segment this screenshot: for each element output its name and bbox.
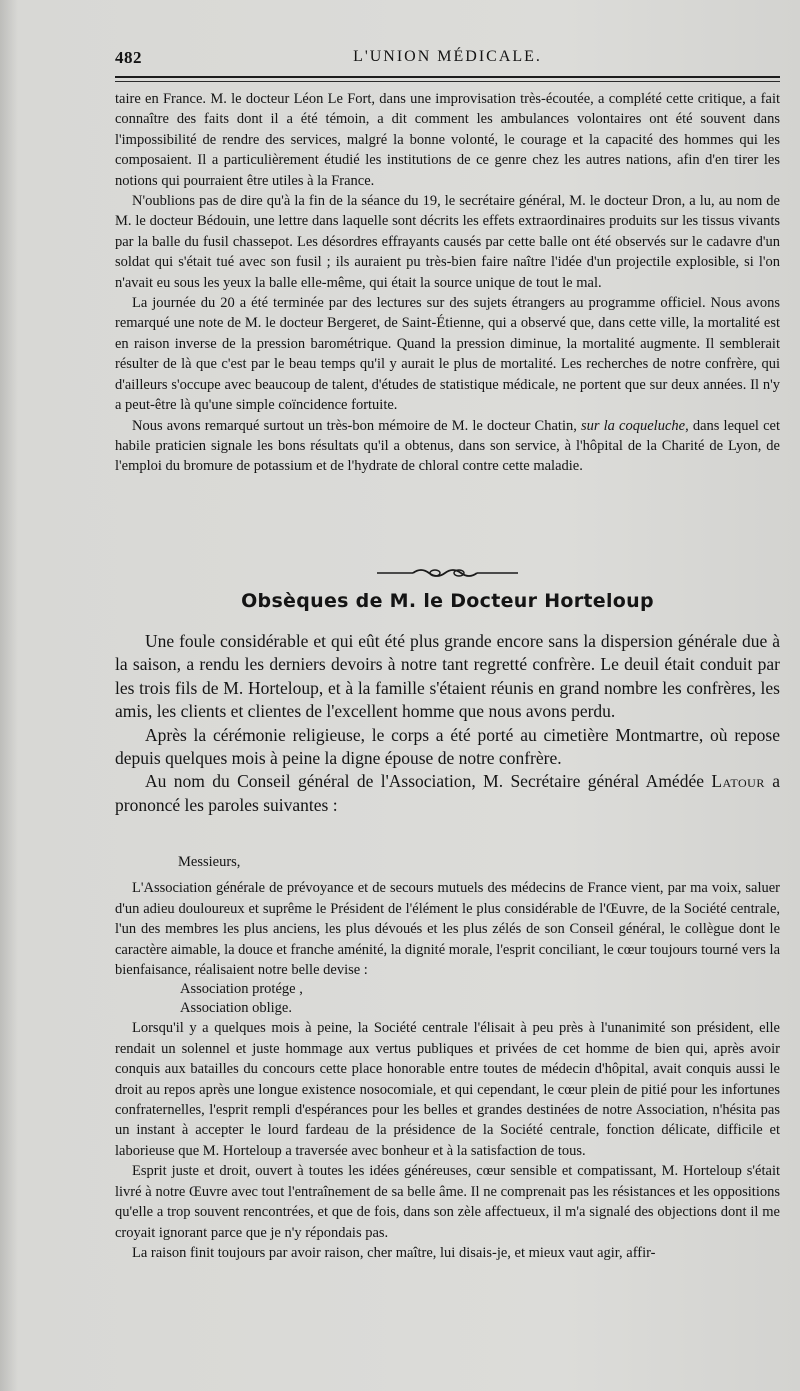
page-header	[115, 44, 780, 72]
eulogy-speech	[115, 848, 780, 1263]
page-number: 482	[115, 48, 142, 67]
paragraph: L'Association générale de prévoyance et de secours mutuels des médecins de France vient, par ma voix, saluer d'un adieu douloureux et suprême le Président de l'élément le plus considérable de l'Œuvre, de la Société centrale, l'un des membres les plus anciens, les plus dévoués et les plus zélés de son Conseil général, le collègue dont le caractère aimable, la douce et franche aménité, la dignité morale, l'esprit conciliant, le cœur toujours tourné vers la bienfaisance, réalisaient notre belle devise :	[115, 880, 780, 979]
article-continuation	[115, 89, 780, 477]
obituary-intro	[115, 630, 780, 817]
text-run: a prononcé les paroles suivantes :	[115, 771, 780, 815]
paragraph-announce	[115, 770, 780, 817]
salutation: Messieurs,	[178, 854, 241, 870]
running-title: L'UNION MÉDICALE.	[353, 48, 542, 65]
paragraph: La journée du 20 a été terminée par des lectures sur des sujets étrangers au programme officiel. Nous avons remarqué une note de M. le docteur Bergeret, de Saint-Étienne, qui a observé que, dans cette ville, la mortalité est en raison inverse de la pression barométrique. Quand la pression diminue, la mortalité augmente. Il semblerait résulter de là que c'est par le beau temps qu'il y aurait le plus de mortalité. Les recherches de notre confrère, qui d'ailleurs s'occupe avec beaucoup de talent, d'études de statistique médicale, ne portent que sur deux années. Il n'y a peut-être là qu'une simple coïncidence fortuite.	[115, 295, 780, 414]
paragraph: Après la cérémonie religieuse, le corps a été porté au cimetière Montmartre, où repose depuis quelques mois à peine la digne épouse de notre confrère.	[115, 724, 780, 769]
section-ornament	[375, 566, 520, 580]
paragraph: Une foule considérable et qui eût été plus grande encore sans la dispersion générale due à la saison, a rendu les derniers devoirs à notre tant regretté confrère. Le deuil était conduit par les trois fils de M. Horteloup, et à la famille s'étaient réunis en grand nombre les confrères, les amis, les clients et clientes de l'excellent homme que nous avons perdu.	[115, 631, 780, 722]
text-run: , dans lequel cet habile praticien signale les bons résultats qu'il a obtenus, dans son service, à l'hôpital de la Charité de Lyon, de l'emploi du bromure de potassium et de l'hydrate de chloral contre cette maladie.	[115, 417, 780, 475]
speaker-name: Latour	[711, 771, 765, 792]
header-rule	[115, 76, 780, 78]
paragraph: Esprit juste et droit, ouvert à toutes les idées généreuses, cœur sensible et compatissant, M. Horteloup s'était livré à notre Œuvre avec tout l'entraînement de sa belle âme. Il ne comprenait pas les résistances et les oppositions qu'elle a trop souvent rencontrées, et que de fois, dans son zèle affectueux, il m'a signalé des objections dont il me croyait ignorant parce que je n'y répondais pas.	[115, 1163, 780, 1241]
paragraph-chatin	[115, 416, 780, 477]
header-rule-thin	[115, 81, 780, 82]
motto-line: Association protége ,	[180, 981, 303, 998]
paragraph: N'oublions pas de dire qu'à la fin de la séance du 19, le secrétaire général, M. le docteur Dron, a lu, au nom de M. le docteur Bédouin, une lettre dans laquelle sont décrits les effets extraordinaires produits sur les tissus vivants par la balle du fusil chassepot. Les désordres effrayants causés par cette balle ont été observés sur le cadavre d'un soldat qui s'était tué avec son fusil ; ils auraient pu très-bien faire naître l'idée d'un projectile explosible, si l'on n'avait eu sous les yeux la balle elle-même, qui était la source unique de tout le mal.	[115, 193, 780, 291]
text-run: Nous avons remarqué surtout un très-bon mémoire de M. le docteur Chatin,	[132, 417, 581, 434]
paragraph: Lorsqu'il y a quelques mois à peine, la Société centrale l'élisait à peu près à l'unanimité son président, elle rendait un solennel et juste hommage aux vertus publiques et privées de cet homme de bien qui, après avoir conquis aux batailles du concours cette place honorable entre toutes de médecin d'hôpital, avait conquis aussi le droit au repos après une longue existence nosocomiale, et qui cependant, le cœur plein de pitié pour les infortunes confraternelles, l'esprit rempli d'espérances pour les belles et grandes destinées de notre Association, n'hésita pas un instant à accepter le lourd fardeau de la présidence de la Société centrale, fonction délicate, difficile et laborieuse que M. Horteloup a traversée avec bonheur et à la satisfaction de tous.	[115, 1020, 780, 1159]
paragraph: taire en France. M. le docteur Léon Le Fort, dans une improvisation très-écoutée, a complété cette critique, a fait connaître des faits dont il a été témoin, a dit comment les ambulances volontaires ont été souvent dans l'impossibilité de rendre des services, malgré la bonne volonté, le courage et la capacité des hommes qui les composaient. Il a particulièrement étudié les institutions de ce genre chez les autres nations, afin d'en tirer les notions qui pourraient être utiles à la France.	[115, 91, 780, 189]
section-title: Obsèques de M. le Docteur Horteloup	[241, 590, 654, 612]
paragraph: La raison finit toujours par avoir raison, cher maître, lui disais-je, et mieux vaut agir, affir-	[132, 1244, 656, 1261]
motto-line: Association oblige.	[180, 1000, 292, 1017]
text-run: Au nom du Conseil général de l'Association, M. Secrétaire général Amédée	[145, 771, 712, 792]
italic-title: sur la coqueluche	[580, 417, 686, 434]
